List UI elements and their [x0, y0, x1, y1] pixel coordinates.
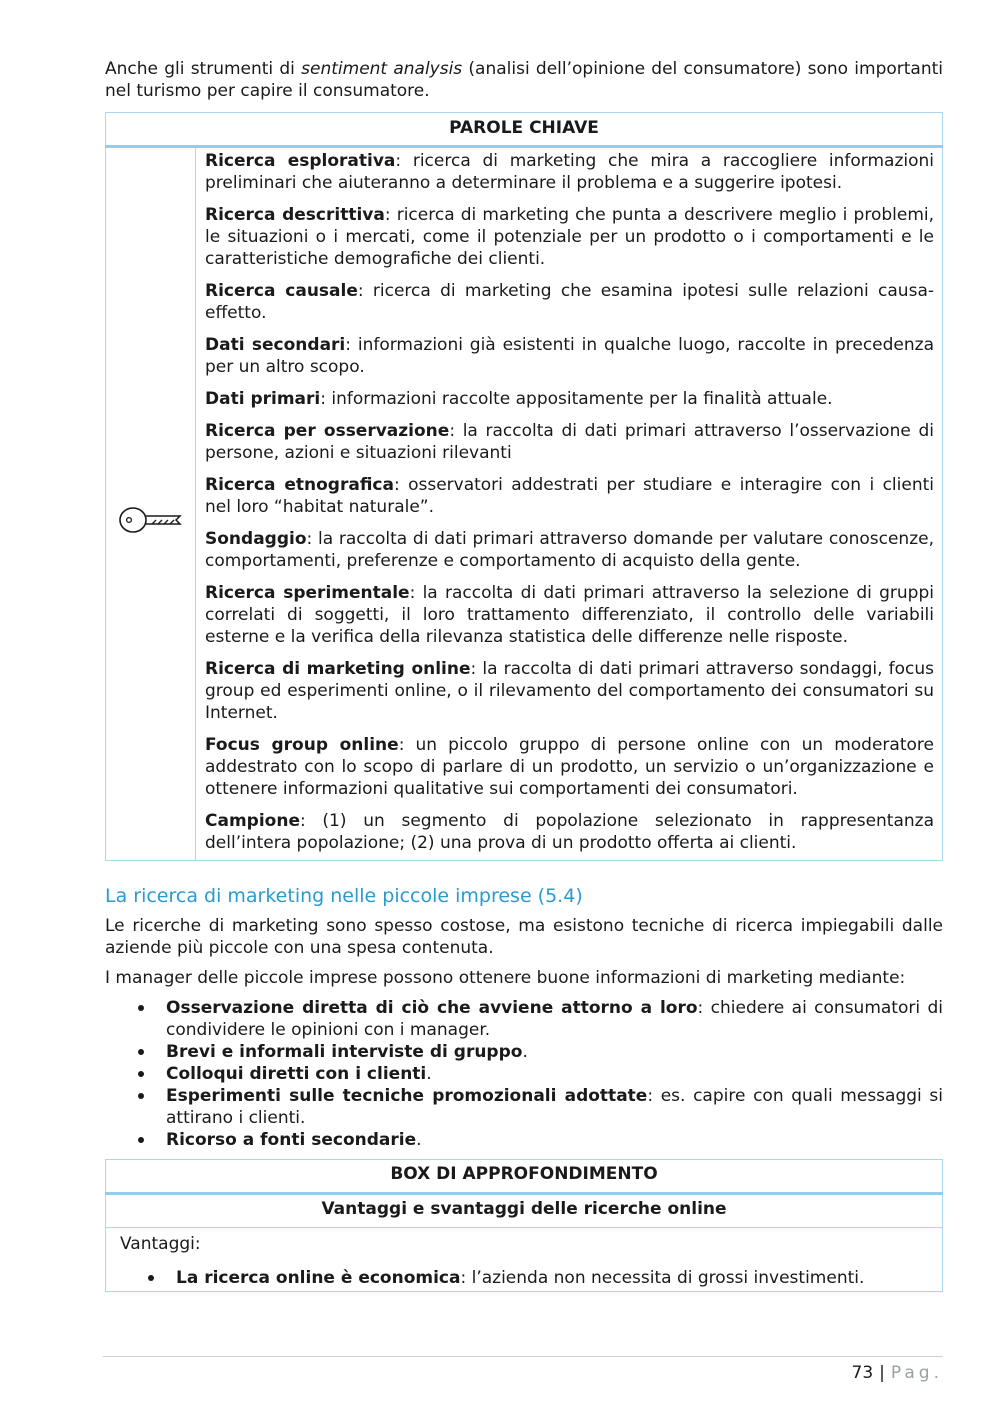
keyword-term: Campione	[205, 811, 300, 831]
keyword-definition	[205, 388, 934, 410]
list-item	[138, 1063, 943, 1085]
list-item-bold: La ricerca online è economica	[176, 1268, 461, 1288]
keyword-definition	[205, 280, 934, 324]
keyword-definition	[205, 150, 934, 194]
list-item-bold: Colloqui diretti con i clienti	[166, 1064, 427, 1084]
bullet-icon	[138, 1071, 144, 1077]
keywords-definitions	[196, 147, 943, 861]
bullet-icon	[138, 1049, 144, 1055]
deep-dive-box	[105, 1159, 943, 1292]
keyword-text: : informazioni già esistenti in qualche luogo, raccolte in precedenza per un altro scopo.	[205, 335, 934, 377]
intro-paragraph	[105, 58, 943, 102]
section-paragraph-1: Le ricerche di marketing sono spesso costose, ma esistono tecniche di ricerca impiegabili dalle aziende più piccole con una spesa contenuta.	[105, 916, 943, 958]
bullet-icon	[138, 1093, 144, 1099]
keyword-text: : osservatori addestrati per studiare e interagire con i clienti nel loro “habitat naturale”.	[205, 475, 934, 517]
keyword-text: : la raccolta di dati primari attraverso l’osservazione di persone, azioni e situazioni rilevanti	[205, 421, 934, 463]
list-item	[148, 1267, 928, 1289]
keyword-term: Ricerca sperimentale	[205, 583, 410, 603]
list-item	[138, 997, 943, 1041]
keyword-term: Sondaggio	[205, 529, 307, 549]
keyword-definition	[205, 734, 934, 800]
list-item	[138, 1129, 943, 1151]
keyword-text: : la raccolta di dati primari attraverso la selezione di gruppi correlati di soggetti, il loro trattamento differenziato, il controllo delle variabili esterne e la verifica della rilevanza statistica delle differenze nelle risposte.	[205, 583, 934, 647]
keyword-definition	[205, 204, 934, 270]
list-item-text: : es. capire con quali messaggi si attirano i clienti.	[166, 1086, 943, 1128]
keyword-definition	[205, 810, 934, 854]
keywords-icon-cell	[106, 147, 196, 861]
keyword-definition	[205, 528, 934, 572]
keyword-definition	[205, 658, 934, 724]
bullet-icon	[138, 1005, 144, 1011]
keyword-definition	[205, 334, 934, 378]
list-item-text: : chiedere ai consumatori di condividere le opinioni con i manager.	[166, 998, 943, 1040]
section-heading: La ricerca di marketing nelle piccole imprese (5.4)	[105, 885, 583, 907]
box-subtitle: Vantaggi e svantaggi delle ricerche online	[106, 1194, 943, 1228]
list-item-bold: Osservazione diretta di ciò che avviene attorno a loro	[166, 998, 698, 1018]
list-item	[138, 1085, 943, 1129]
page-number: 73	[851, 1363, 874, 1383]
keyword-text: : informazioni raccolte appositamente per la finalità attuale.	[320, 389, 833, 409]
keyword-term: Ricerca causale	[205, 281, 358, 301]
list-item-bold: Ricorso a fonti secondarie	[166, 1130, 417, 1150]
box-title: BOX DI APPROFONDIMENTO	[106, 1160, 943, 1194]
keyword-term: Ricerca per osservazione	[205, 421, 450, 441]
keyword-definition	[205, 582, 934, 648]
keyword-text: : la raccolta di dati primari attraverso domande per valutare conoscenze, comportamenti, preferenze e comportamento di acquisto della gente.	[205, 529, 934, 571]
footer-rule	[103, 1356, 943, 1357]
bullet-icon	[148, 1275, 154, 1281]
list-item-text: : l’azienda non necessita di grossi investimenti.	[460, 1268, 865, 1288]
keyword-text: : la raccolta di dati primari attraverso sondaggi, focus group ed esperimenti online, o il rilevamento del comportamento dei consumatori su Internet.	[205, 659, 934, 723]
box-label: Vantaggi:	[120, 1234, 201, 1254]
box-bullet-list	[148, 1267, 928, 1289]
keyword-term: Dati primari	[205, 389, 321, 409]
keywords-table	[105, 112, 943, 861]
bullet-icon	[138, 1137, 144, 1143]
keyword-term: Ricerca di marketing online	[205, 659, 471, 679]
page-label: Pag.	[890, 1363, 943, 1383]
keyword-term: Ricerca etnografica	[205, 475, 394, 495]
keyword-term: Focus group online	[205, 735, 399, 755]
key-icon	[118, 503, 184, 537]
intro-text-before: Anche gli strumenti di	[105, 59, 302, 79]
keyword-term: Ricerca descrittiva	[205, 205, 385, 225]
keyword-term: Dati secondari	[205, 335, 346, 355]
section-paragraph-2: I manager delle piccole imprese possono ottenere buone informazioni di marketing mediante:	[105, 968, 906, 988]
list-item-text: .	[522, 1042, 528, 1062]
intro-italic-term: sentiment analysis	[301, 59, 463, 79]
list-item	[138, 1041, 943, 1063]
keyword-text: : un piccolo gruppo di persone online con un moderatore addestrato con lo scopo di parlare di un prodotto, un servizio o un’organizzazione e ottenere informazioni qualitative sui comportamenti dei consumatori.	[205, 735, 934, 799]
keyword-definition	[205, 420, 934, 464]
box-body	[106, 1228, 943, 1292]
keyword-text: : ricerca di marketing che punta a descrivere meglio i problemi, le situazioni o i mercati, come il potenziale per un prodotto o i comportamenti e le caratteristiche demografiche dei clienti.	[205, 205, 934, 269]
keyword-definition	[205, 474, 934, 518]
list-item-bold: Brevi e informali interviste di gruppo	[166, 1042, 523, 1062]
page-footer	[852, 1362, 943, 1384]
keyword-text: : ricerca di marketing che mira a raccogliere informazioni preliminari che aiuteranno a determinare il problema e a suggerire ipotesi.	[205, 151, 935, 193]
keyword-text: : ricerca di marketing che esamina ipotesi sulle relazioni causa-effetto.	[205, 281, 934, 323]
keyword-text: : (1) un segmento di popolazione selezionato in rappresentanza dell’intera popolazione; (2) una prova di un prodotto offerta ai clienti.	[205, 811, 934, 853]
list-item-bold: Esperimenti sulle tecniche promozionali adottate	[166, 1086, 648, 1106]
list-item-text: .	[426, 1064, 432, 1084]
keywords-header: PAROLE CHIAVE	[106, 113, 943, 147]
intro-text-after: (analisi dell’opinione del consumatore) sono importanti nel turismo per capire il consumatore.	[105, 59, 944, 101]
page-separator: |	[879, 1363, 885, 1383]
keyword-term: Ricerca esplorativa	[205, 151, 396, 171]
section-bullet-list	[138, 997, 943, 1151]
page-content	[105, 58, 943, 1292]
list-item-text: .	[416, 1130, 422, 1150]
